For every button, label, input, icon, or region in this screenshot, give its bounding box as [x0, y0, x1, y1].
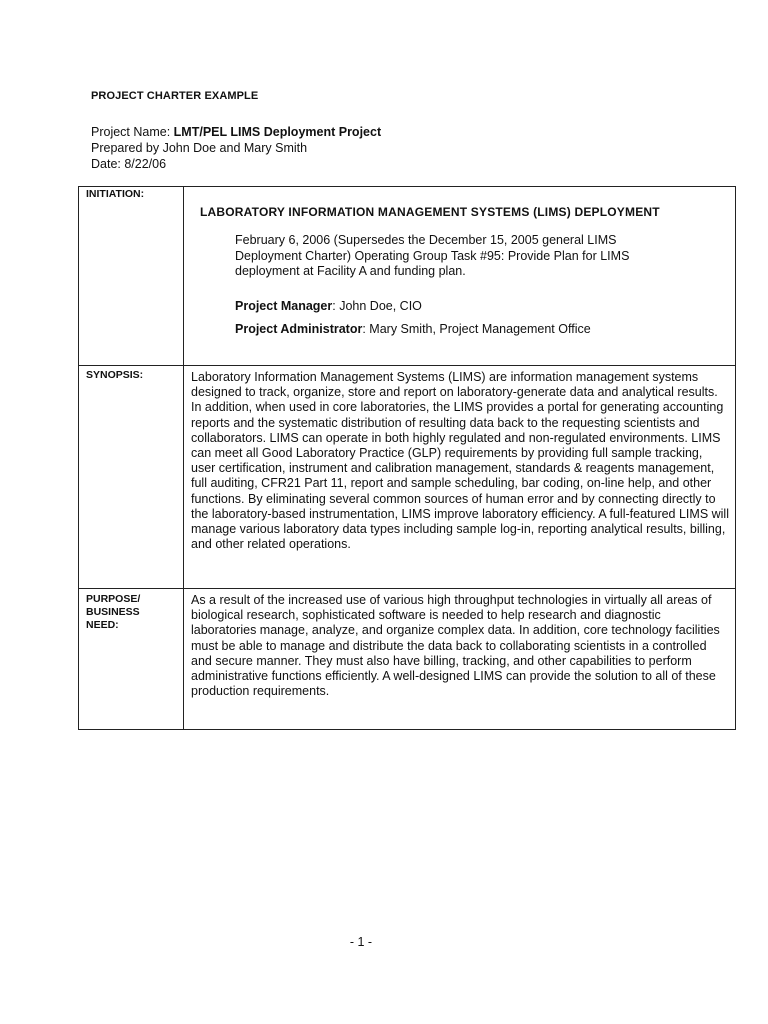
- synopsis-content-cell: [184, 366, 736, 589]
- project-name-value: LMT/PEL LIMS Deployment Project: [173, 125, 382, 139]
- date-line: Date: 8/22/06: [91, 157, 167, 171]
- project-administrator-value: : Mary Smith, Project Management Office: [362, 322, 591, 336]
- prepared-by-line: Prepared by John Doe and Mary Smith: [91, 141, 308, 155]
- initiation-title: LABORATORY INFORMATION MANAGEMENT SYSTEMS (LIMS) DEPLOYMENT: [200, 205, 660, 219]
- synopsis-text: Laboratory Information Management Systems (LIMS) are information management systems designed to track, organize, store and report on laboratory-generate data and analytical results. In addition, when used in core laboratories, the LIMS provides a portal for generating accounting reports and the systematic distribution of resulting data back to the requesting scientists and collaborators. LIMS can operate in both highly regulated and non-regulated environments. LIMS can meet all Good Laboratory Practice (GLP) requirements by providing full sample tracking, user certification, instrument and calibration management, standards & reagents management, full auditing, CFR21 Part 11, report and sample scheduling, bar coding, on-line help, and other functions. By eliminating several common sources of human error and by connecting directly to the laboratory-based instrumentation, LIMS improve laboratory efficiency. A full-featured LIMS will manage various laboratory data types including sample log-in, reporting analytical results, billing, and other related operations.: [191, 370, 729, 552]
- project-name-label: Project Name:: [91, 125, 174, 139]
- project-name-line: [91, 124, 381, 140]
- initiation-row: [79, 187, 736, 366]
- purpose-label-line3: NEED:: [86, 619, 119, 631]
- project-manager-value: : John Doe, CIO: [332, 299, 422, 313]
- charter-table: [78, 186, 736, 730]
- initiation-content-cell: [184, 187, 736, 366]
- initiation-label: [79, 187, 184, 366]
- purpose-label: [79, 589, 184, 730]
- synopsis-label: [79, 366, 184, 589]
- purpose-row: [79, 589, 736, 730]
- page-number: - 1 -: [349, 935, 373, 949]
- project-manager-label: Project Manager: [235, 299, 333, 313]
- synopsis-row: [79, 366, 736, 589]
- purpose-content-cell: [184, 589, 736, 730]
- purpose-label-line2: BUSINESS: [86, 606, 140, 618]
- synopsis-label-text: SYNOPSIS:: [86, 369, 144, 381]
- purpose-text: As a result of the increased use of various high throughput technologies in virtually all areas of biological research, sophisticated software is needed to help research and diagnostic laboratories manage, analyze, and organize complex data. In addition, core technology facilities must be able to manage and distribute the data back to collaborating scientists in a controlled and secure manner. They must also have billing, tracking, and other capabilities to perform administrative functions efficiently. A well-designed LIMS can provide the solution to all of these production requirements.: [191, 593, 720, 699]
- purpose-label-line1: PURPOSE/: [86, 593, 141, 605]
- project-administrator-line: [235, 322, 591, 336]
- project-meta: [91, 124, 381, 172]
- initiation-label-text: INITIATION:: [86, 188, 145, 200]
- initiation-description: February 6, 2006 (Supersedes the December 15, 2005 general LIMS Deployment Charter) Operating Group Task #95: Provide Plan for LIMS deployment at Facility A and funding plan.: [235, 233, 630, 278]
- project-manager-line: [235, 299, 422, 313]
- document-heading: PROJECT CHARTER EXAMPLE: [91, 90, 259, 102]
- project-administrator-label: Project Administrator: [235, 322, 363, 336]
